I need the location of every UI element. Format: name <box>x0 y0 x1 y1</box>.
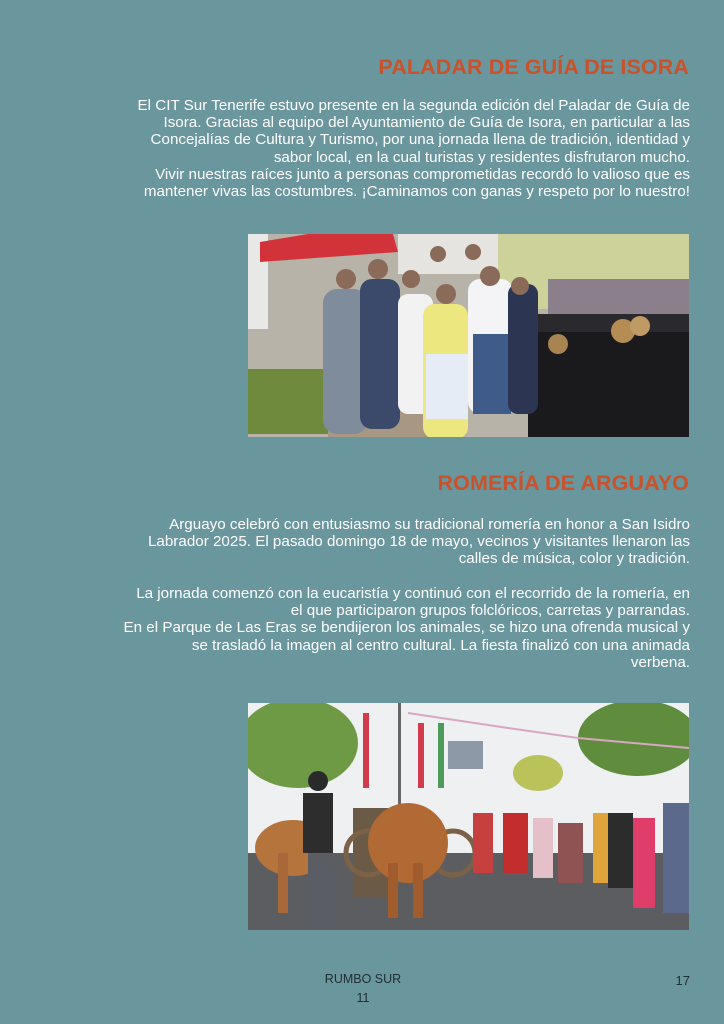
text-line: La jornada comenzó con la eucaristía y continuó con el recorrido de la romería, en <box>136 585 690 602</box>
issue-number: 11 <box>356 991 370 1005</box>
text-line: verbena. <box>630 653 690 671</box>
magazine-name: RUMBO SUR <box>324 972 402 986</box>
text-line: El CIT Sur Tenerife estuvo presente en la segunda edición del Paladar de Guía de <box>137 97 690 114</box>
romeria-procession-photo <box>248 703 689 930</box>
text-line: el que participaron grupos folclóricos, carretas y parrandas. <box>290 602 690 620</box>
text-line: calles de música, color y tradición. <box>458 550 690 568</box>
section-heading-romeria: ROMERÍA DE ARGUAYO <box>437 471 689 495</box>
text-line: sabor local, en la cual turistas y residentes disfrutaron mucho. <box>273 148 690 166</box>
text-line: Concejalías de Cultura y Turismo, por una jornada llena de tradición, identidad y <box>150 131 690 149</box>
text-line: se trasladó la imagen al centro cultural. La fiesta finalizó con una animada <box>191 636 690 654</box>
text-line: Vivir nuestras raíces junto a personas comprometidas recordó lo valioso que es <box>155 165 690 183</box>
section-heading-paladar: PALADAR DE GUÍA DE ISORA <box>378 55 689 79</box>
photo-placeholder-icon <box>248 703 689 930</box>
romeria-paragraph-1 <box>148 516 690 568</box>
text-line: mantener vivas las costumbres. ¡Caminamos con ganas y respeto por lo nuestro! <box>143 183 690 201</box>
photo-placeholder-icon <box>248 234 689 437</box>
text-line: Arguayo celebró con entusiasmo su tradicional romería en honor a San Isidro <box>169 516 690 533</box>
footer-brand <box>322 970 404 1008</box>
romeria-paragraph-2 <box>124 585 690 671</box>
paladar-group-photo <box>248 234 689 437</box>
paladar-paragraph <box>138 97 690 200</box>
text-line: Isora. Gracias al equipo del Ayuntamiento de Guía de Isora, en particular a las <box>163 114 690 132</box>
text-line: Labrador 2025. El pasado domingo 18 de mayo, vecinos y visitantes llenaron las <box>147 533 690 551</box>
text-line: En el Parque de Las Eras se bendijeron los animales, se hizo una ofrenda musical y <box>123 619 690 637</box>
page-number: 17 <box>675 973 690 988</box>
